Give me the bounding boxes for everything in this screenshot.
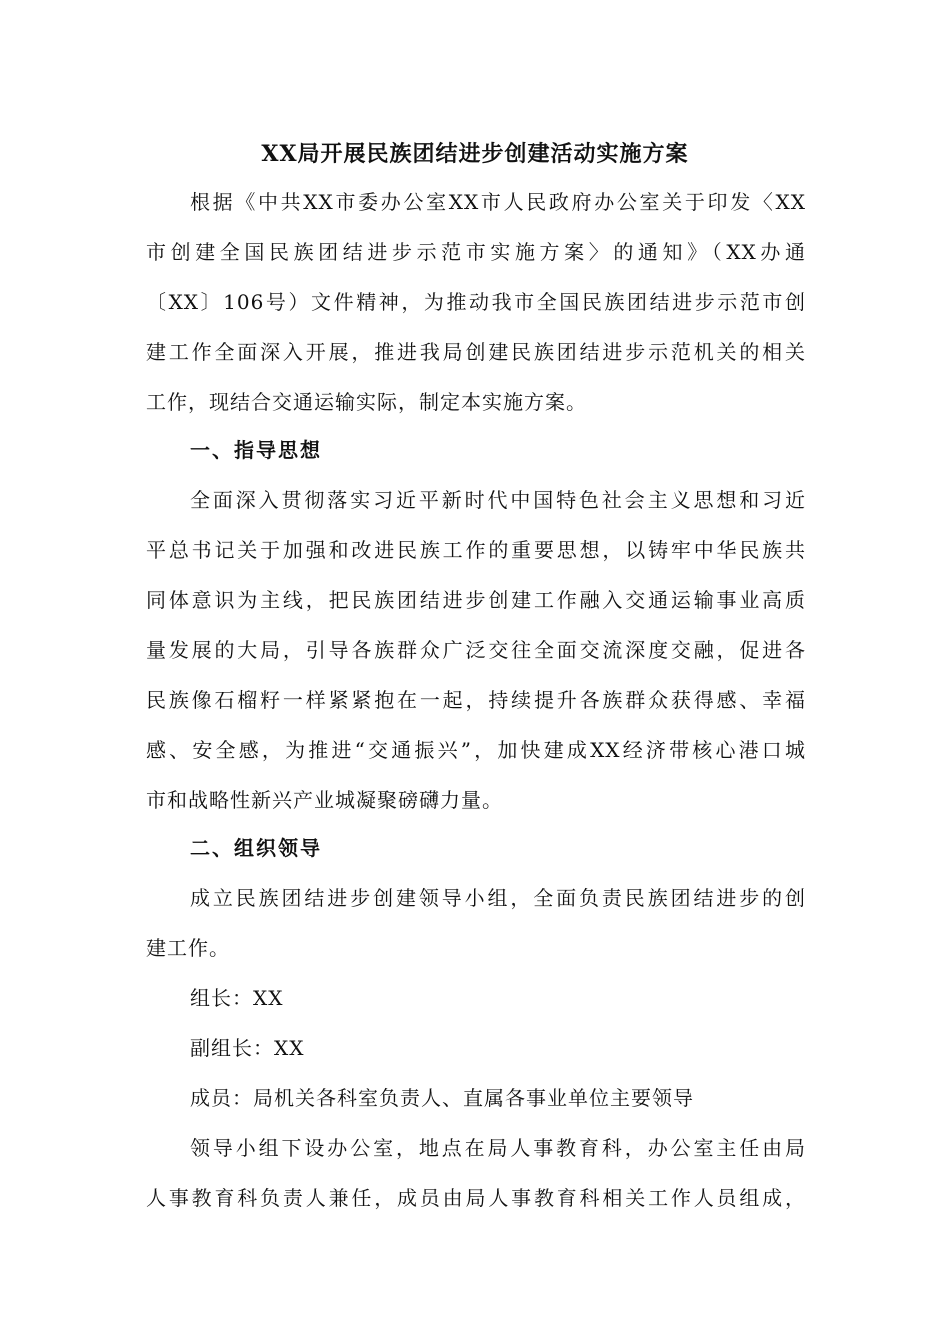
- office-line-2: 人事教育科负责人兼任，成员由局人事教育科相关工作人员组成，: [146, 1186, 806, 1210]
- section-1-line-5: 民族像石榴籽一样紧紧抱在一起，持续提升各族群众获得感、幸福: [146, 688, 806, 712]
- group-members: 成员：局机关各科室负责人、直属各事业单位主要领导: [190, 1086, 694, 1110]
- group-leader: 组长：XX: [190, 986, 284, 1010]
- section-1-line-7: 市和战略性新兴产业城凝聚磅礴力量。: [146, 788, 503, 812]
- intro-line-5: 工作，现结合交通运输实际，制定本实施方案。: [146, 390, 587, 414]
- section-1-heading: 一、指导思想: [190, 438, 322, 462]
- section-1-line-4: 量发展的大局，引导各族群众广泛交往全面交流深度交融，促进各: [146, 638, 806, 662]
- section-2-line-2: 建工作。: [146, 936, 230, 960]
- section-2-line-1: 成立民族团结进步创建领导小组，全面负责民族团结进步的创: [190, 886, 806, 910]
- intro-line-3: 〔XX〕106号）文件精神，为推动我市全国民族团结进步示范市创: [146, 290, 806, 314]
- section-1-line-3: 同体意识为主线，把民族团结进步创建工作融入交通运输事业高质: [146, 588, 806, 612]
- intro-line-2: 市创建全国民族团结进步示范市实施方案〉的通知》（XX办通: [146, 240, 806, 264]
- section-1-line-2: 平总书记关于加强和改进民族工作的重要思想，以铸牢中华民族共: [146, 538, 806, 562]
- intro-line-1: 根据《中共XX市委办公室XX市人民政府办公室关于印发〈XX: [190, 190, 806, 214]
- office-line-1: 领导小组下设办公室，地点在局人事教育科，办公室主任由局: [190, 1136, 806, 1160]
- intro-line-4: 建工作全面深入开展，推进我局创建民族团结进步示范机关的相关: [146, 340, 806, 364]
- section-1-line-6: 感、安全感，为推进“交通振兴”，加快建成XX经济带核心港口城: [146, 738, 806, 762]
- section-1-line-1: 全面深入贯彻落实习近平新时代中国特色社会主义思想和习近: [190, 488, 806, 512]
- document-title: XX局开展民族团结进步创建活动实施方案: [261, 141, 689, 167]
- deputy-leader: 副组长：XX: [190, 1036, 305, 1060]
- section-2-heading: 二、组织领导: [190, 836, 322, 860]
